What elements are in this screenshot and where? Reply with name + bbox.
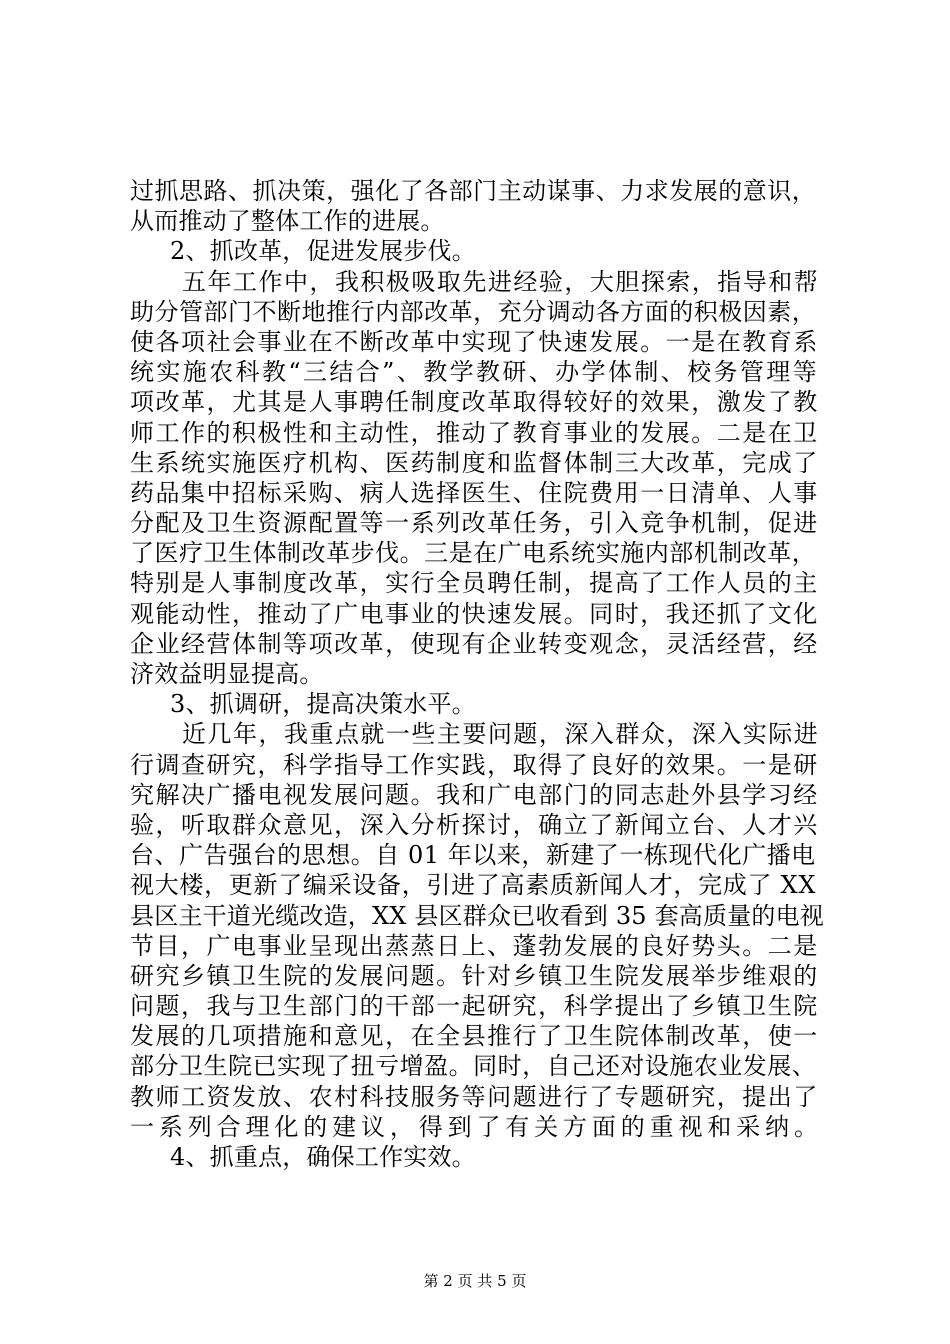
page-number-footer: 第 2 页 共 5 页 [423, 1272, 527, 1290]
text-line: 台、广告强台的思想。自 01 年以来，新建了一栋现代化广播电 [130, 841, 816, 870]
text-line: 企业经营体制等项改革，使现有企业转变观念，灵活经营，经 [130, 629, 819, 658]
document-body [130, 176, 830, 1172]
text-line: 节目，广电事业呈现出蒸蒸日上、蓬勃发展的良好势头。二是 [130, 931, 819, 960]
text-line: 验，听取群众意见，深入分析探讨，确立了新闻立台、人才兴 [130, 810, 819, 839]
text-line: 济效益明显提高。 [130, 660, 324, 688]
text-line: 近几年，我重点就一些主要问题，深入群众，深入实际进 [182, 720, 820, 749]
text-line: 过抓思路、抓决策，强化了各部门主动谋事、力求发展的意识， [130, 177, 817, 205]
text-line: 研究乡镇卫生院的发展问题。针对乡镇卫生院发展举步维艰的 [130, 961, 819, 990]
text-line: 发展的几项措施和意见，在全县推行了卫生院体制改革，使一 [130, 1022, 819, 1051]
text-line: 了医疗卫生体制改革步伐。三是在广电系统实施内部机制改革， [130, 539, 817, 568]
text-line: 使各项社会事业在不断改革中实现了快速发展。一是在教育系 [130, 327, 819, 356]
text-line: 统实施农科教“三结合”、教学教研、办学体制、校务管理等 [130, 358, 820, 387]
text-line: 分配及卫生资源配置等一系列改革任务，引入竞争机制，促进 [130, 509, 819, 538]
text-line: 师工作的积极性和主动性，推动了教育事业的发展。二是在卫 [130, 418, 819, 447]
text-line: 究解决广播电视发展问题。我和广电部门的同志赴外县学习经 [130, 780, 819, 809]
text-line: 问题，我与卫生部门的干部一起研究，科学提出了乡镇卫生院 [130, 992, 819, 1021]
text-line: 观能动性，推动了广电事业的快速发展。同时，我还抓了文化 [130, 599, 819, 628]
text-line: 行调查研究，科学指导工作实践，取得了良好的效果。一是研 [130, 750, 819, 779]
text-line: 部分卫生院已实现了扭亏增盈。同时，自己还对设施农业发展、 [130, 1052, 817, 1081]
text-line: 特别是人事制度改革，实行全员聘任制，提高了工作人员的主 [130, 569, 819, 598]
section-heading: 4、抓重点，确保工作实效。 [170, 1143, 476, 1171]
text-line: 县区主干道光缆改造，XX 县区群众已收看到 35 套高质量的电视 [130, 901, 824, 930]
text-line: 生系统实施医疗机构、医药制度和监督体制三大改革，完成了 [130, 448, 819, 477]
text-line: 助分管部门不断地推行内部改革，充分调动各方面的积极因素， [130, 297, 817, 326]
text-line: 项改革，尤其是人事聘任制度改革取得较好的效果，激发了教 [130, 388, 819, 417]
section-heading: 3、抓调研，提高决策水平。 [170, 690, 476, 719]
text-line: 视大楼，更新了编采设备，引进了高素质新闻人才，完成了 XX [130, 871, 817, 900]
text-line: 药品集中招标采购、病人选择医生、住院费用一日清单、人事 [130, 478, 819, 507]
text-line: 从而推动了整体工作的进展。 [130, 207, 445, 236]
section-heading: 2、抓改革，促进发展步伐。 [170, 237, 476, 266]
text-line: 五年工作中，我积极吸取先进经验，大胆探索，指导和帮 [182, 267, 820, 296]
text-line: 一系列合理化的建议，得到了有关方面的重视和采纳。 [130, 1112, 823, 1141]
text-line: 教师工资发放、农村科技服务等问题进行了专题研究，提出了 [130, 1082, 819, 1111]
